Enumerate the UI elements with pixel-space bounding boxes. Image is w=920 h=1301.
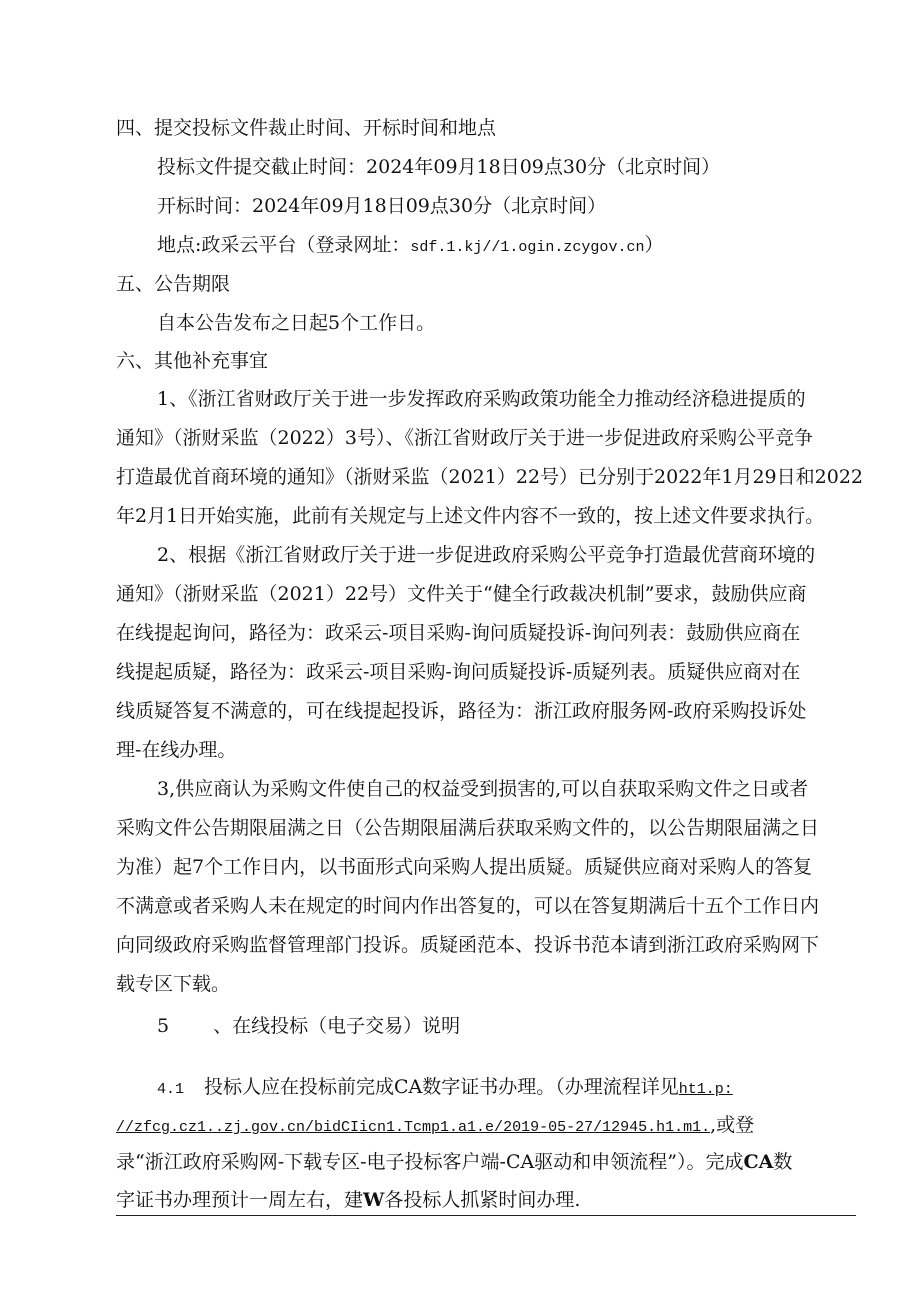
location-url[interactable]: sdf.1.kj//1.ogin.zcygov.cn [410, 239, 645, 256]
location-close: ） [644, 234, 664, 256]
para2-line: 2、根据《浙江省财政厅关于进一步促进政府采购公平竞争打造最优营商环境的 [157, 544, 816, 566]
location [157, 233, 663, 260]
ca-item-line-4 [116, 1188, 580, 1212]
para1-line: 通知》（浙财采监（2022）3号）、《浙江省财政厅关于进一步促进政府采购公平竞争 [116, 427, 813, 449]
para2-line: 理-在线办理。 [116, 739, 237, 761]
para3-line: 向同级政府采购监督管理部门投诉。质疑函范本、投诉书范本请到浙江政府采购网下 [116, 934, 820, 956]
ca-item-line4-end: 各投标人抓紧时间办理. [384, 1189, 581, 1211]
ca-item-line-1 [157, 1075, 733, 1102]
para1-line: 1、《浙江省财政厅关于进一步发挥政府采购政策功能全力推动经济稳进提质的 [157, 388, 806, 410]
opening-time [157, 194, 606, 218]
online-bid-title: 、在线投标（电子交易）说明 [213, 1015, 461, 1037]
section-5-heading: 五、公告期限 [116, 273, 231, 295]
section-6-heading: 六、其他补充事宜 [116, 350, 269, 372]
ca-item-text: 投标人应在投标前完成CA数字证书办理。（办理流程详见 [204, 1076, 679, 1098]
para3-line: 采购文件公告期限届满之日（公告期限届满后获取采购文件的，以公告期限届满之日 [116, 817, 820, 839]
para1-line: 年2月1日开始实施，此前有关规定与上述文件内容不一致的，按上述文件要求执行。 [116, 505, 825, 527]
para3-line: 载专区下载。 [116, 973, 231, 995]
ca-guide-link[interactable]: //zfcg.cz1..zj.gov.cn/bidCIicn1.Tcmp1.a1.e/2019-05-27/12945.h1.m1. [116, 1119, 711, 1136]
opening-time-value: 2024年09月18日09点30分（北京时间） [252, 195, 607, 217]
announcement-period-text: 自本公告发布之日起5个工作日。 [157, 312, 436, 334]
ca-item-line-2 [116, 1113, 754, 1140]
submission-deadline-value: 2024年09月18日09点30分（北京时间） [366, 156, 721, 178]
para2-line: 线提起质疑，路径为：政采云-项目采购-询问质疑投诉-质疑列表。质疑供应商对在 [116, 661, 801, 683]
ca-item-ca-bold: CA [743, 1151, 774, 1173]
para2-line: 在线提起询问，路径为：政采云-项目采购-询问质疑投诉-询问列表：鼓励供应商在 [116, 622, 801, 644]
ca-item-suggestion: 字证书办理预计一周左右，建 [116, 1189, 364, 1211]
para3-line: 3,供应商认为采购文件使自己的权益受到损害的,可以自获取采购文件之日或者 [157, 778, 809, 800]
opening-time-label: 开标时间： [157, 195, 253, 217]
ca-guide-link-start[interactable]: ht1.p: [678, 1081, 733, 1098]
section-4-heading: 四、提交投标文件裁止时间、开标时间和地点 [116, 117, 497, 139]
para1-line: 打造最优首商环境的通知》（浙财采监（2021）22号）已分别于2022年1月29日和2022 [116, 466, 864, 488]
ca-item-w-bold: W [363, 1189, 385, 1211]
ca-item-download-path: 录“浙江政府采购网-下载专区-电子投标客户端-CA驱动和申领流程”）。完成 [116, 1151, 744, 1173]
footer-divider [116, 1215, 856, 1216]
online-bid-heading [157, 1014, 460, 1038]
para3-line: 不满意或者采购人未在规定的时间内作出答复的，可以在答复期满后十五个工作日内 [116, 895, 820, 917]
ca-item-number: 4.1 [157, 1081, 185, 1098]
ca-item-or-login: ,或登 [710, 1114, 755, 1136]
para3-line: 为准）起7个工作日内，以书面形式向采购人提出质疑。质疑供应商对采购人的答复 [116, 856, 813, 878]
para2-line: 通知》（浙财采监（2021）22号）文件关于“健全行政裁决机制”要求，鼓励供应商 [116, 583, 807, 605]
online-bid-number: 5 [157, 1015, 170, 1037]
ca-item-line3-end: 数 [773, 1151, 793, 1173]
submission-deadline-label: 投标文件提交截止时间： [157, 156, 367, 178]
submission-deadline [157, 155, 720, 179]
para2-line: 线质疑答复不满意的，可在线提起投诉，路径为：浙江政府服务网-政府采购投诉处 [116, 700, 807, 722]
location-label: 地点:政采云平台（登录网址： [157, 234, 411, 256]
ca-item-line-3 [116, 1150, 792, 1174]
